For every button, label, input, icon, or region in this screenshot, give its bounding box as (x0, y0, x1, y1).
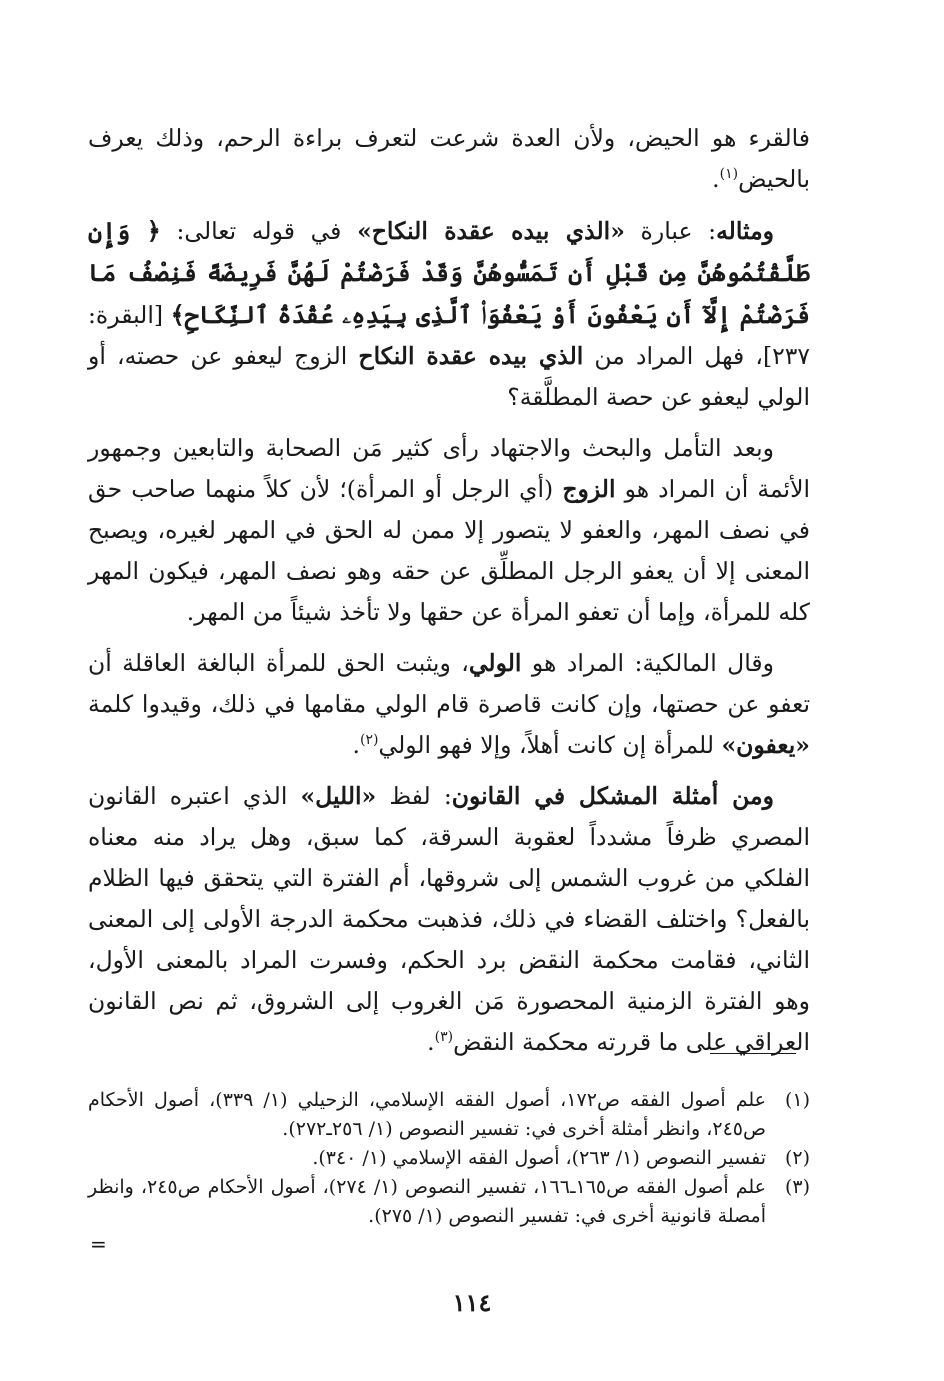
paragraph-tail: . (427, 1028, 435, 1056)
paragraph-tail: . (712, 165, 720, 193)
paragraph-text: فالقرء هو الحيض، ولأن العدة شرعت لتعرف براءة الرحم، وذلك يعرف بالحيض (88, 124, 810, 193)
paragraph-text: للمرأة إن كانت أهلاً، وإلا فهو الولي (378, 731, 722, 759)
paragraph-text: الذي اعتبره القانون المصري ظرفاً مشدداً لعقوبة السرقة، كما سبق، وهل يراد منه معناه الفلكي من غروب الشمس إلى شروقها، أم الفترة التي يتحقق فيها الظلام بالفعل؟ واختلف القضاء في ذلك، فذهبت محكمة الدرجة الأولى إلى المعنى الثاني، فقامت محكمة النقض برد الحكم، وفسرت المراد بالمعنى الأول، وهو الفترة الزمنية المحصورة مَن الغروب إلى الشروق، ثم نص القانون العراقي على ما قررته محكمة النقض (88, 782, 810, 1056)
footnote-ref: (٢) (360, 732, 379, 749)
footnote-text: تفسير النصوص (١/ ٢٦٣)، أصول الفقه الإسلامي (١/ ٣٤٠). (312, 1147, 766, 1169)
page-number: ١١٤ (452, 1288, 492, 1317)
paragraph-tail: . (352, 731, 361, 759)
footnote-1 (88, 1086, 810, 1144)
footnote-number: (٢) (784, 1147, 810, 1169)
paragraph-text: الزوج ليعفو عن حصته، أو الولي ليعفو عن حصة المطلَّقة؟ (88, 342, 810, 411)
footnotes (88, 1086, 810, 1231)
paragraph-text: في قوله تعالى: (160, 217, 358, 245)
paragraph-text: ، ويثبت الحق للمرأة البالغة العاقلة أن تعفو عن حصتها، وإن كانت قاصرة قام الولي مقامها في ذلك، وقيدوا كلمة (88, 649, 810, 718)
key-term: «الليل» (300, 782, 377, 810)
key-term: «الذي بيده عقدة النكاح» (357, 217, 625, 245)
example-lead: ومثاله (716, 217, 775, 245)
key-term: الذي بيده عقدة النكاح (358, 342, 584, 370)
paragraph-text: وقال المالكية: المراد هو (521, 649, 774, 677)
paragraph-1 (88, 118, 810, 200)
footnote-text: علم أصول الفقه ص١٦٥ـ١٦٦، تفسير النصوص (١/ ٢٧٤)، أصول الأحكام ص٢٤٥، وانظر أمصلة قانونية أخرى في: تفسير النصوص (١/ ٢٧٥). (88, 1176, 767, 1227)
key-term: «يعفون» (721, 731, 810, 759)
paragraph-5 (88, 776, 810, 1063)
footnote-text: علم أصول الفقه ص١٧٢، أصول الفقه الإسلامي، الزحيلي (١/ ٣٣٩)، أصول الأحكام ص٢٤٥، وانظر أمثلة أخرى في: تفسير النصوص (١/ ٢٥٦ـ٢٧٢). (88, 1089, 766, 1140)
footnote-2 (88, 1144, 810, 1173)
paragraph-4 (88, 643, 810, 766)
paragraph-3 (88, 428, 810, 633)
key-term: الولي (468, 649, 522, 677)
page-body (88, 118, 810, 1073)
footnote-number: (٣) (784, 1176, 810, 1198)
key-term: الزوج (562, 475, 616, 503)
footnote-number: (١) (784, 1089, 810, 1111)
footnote-3 (88, 1173, 810, 1231)
continuation-mark: = (90, 1232, 107, 1256)
paragraph-2 (88, 210, 810, 418)
paragraph-text: وبعد التأمل والبحث والاجتهاد رأى كثير مَن الصحابة والتابعين وجمهور الأئمة أن المراد هو (88, 434, 811, 503)
footnote-ref: (٣) (434, 1029, 454, 1046)
paragraph-text: (أي الرجل أو المرأة)؛ لأن كلاً منهما صاحب حق في نصف المهر، والعفو لا يتصور إلا ممن له الحق في المهر لغيره، ويصبح المعنى إلا أن يعفو الرجل المطلِّق عن حقه وهو نصف المهر، فيكون المهر كله للمرأة، وإما أن تعفو المرأة عن حقها ولا تأخذ شيئاً من المهر. (88, 475, 810, 626)
paragraph-text: : عبارة (624, 217, 717, 245)
quran-verse: ﴿ وَإِن طَلَّقْتُمُوهُنَّ مِن قَبْلِ أَن تَمَسُّوهُنَّ وَقَدْ فَرَضْتُمْ لَهُنَّ فَرِيضَةً فَنِصْفُ مَا فَرَضْتُمْ إِلَّآ أَن يَعْفُونَ أَوْ يَعْفُوَا۟ ٱلَّذِى بِيَدِهِۦ عُقْدَةُ ٱلنِّكَاحِ﴾ (88, 216, 810, 329)
paragraph-text: [البقرة: ٢٣٧]، فهل المراد من (88, 301, 810, 370)
paragraph-text: : لفظ (376, 782, 452, 810)
footnote-ref: (١) (719, 166, 739, 183)
footnote-separator (710, 1053, 796, 1054)
example-lead: ومن أمثلة المشكل في القانون (451, 782, 774, 810)
